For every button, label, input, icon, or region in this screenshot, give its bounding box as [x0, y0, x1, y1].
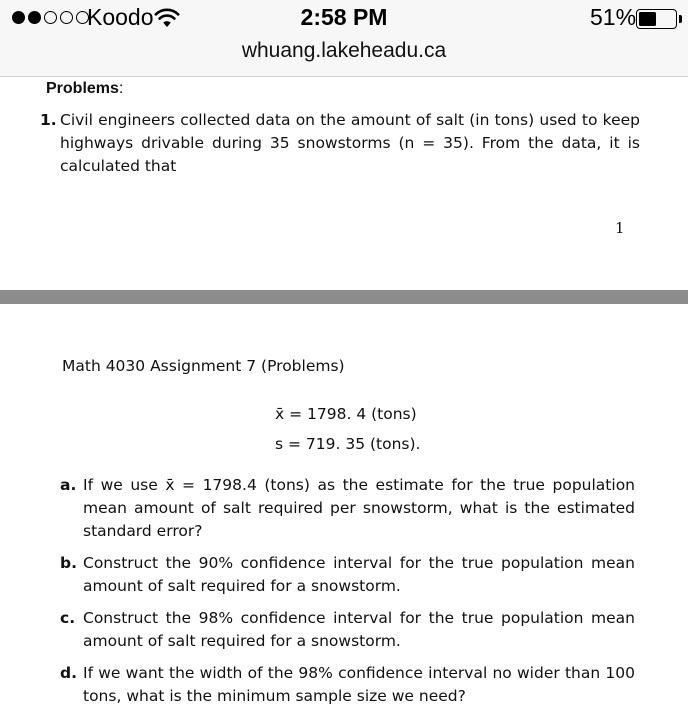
- problems-heading-colon: :: [118, 80, 124, 97]
- battery-cap: [679, 15, 682, 23]
- list-item: [60, 474, 635, 543]
- item-text: If we want the width of the 98% confidence interval no wider than 100 tons, what is the minimum sample size we need?: [83, 664, 635, 705]
- address-bar-url[interactable]: whuang.lakeheadu.ca: [241, 39, 447, 62]
- battery-level: [639, 12, 656, 26]
- document-page-1: [0, 77, 688, 290]
- carrier-name: Koodo: [87, 4, 154, 30]
- problems-heading: [46, 80, 123, 98]
- item-label: b.: [60, 554, 77, 572]
- page-header: Math 4030 Assignment 7 (Problems): [62, 357, 345, 375]
- battery-percent: 51%: [590, 4, 637, 30]
- sub-questions-list: [60, 474, 635, 717]
- equation-std-dev: s = 719. 35 (tons).: [275, 435, 421, 453]
- problem-1: [40, 109, 640, 178]
- browser-top-bar: [0, 0, 688, 77]
- list-item: [60, 607, 635, 653]
- list-item: [60, 552, 635, 598]
- page-divider: [0, 290, 688, 304]
- clock: 2:58 PM: [300, 4, 388, 30]
- problems-heading-text: Problems: [46, 80, 119, 97]
- status-bar: [0, 0, 688, 38]
- battery-icon: [636, 9, 677, 29]
- problem-text: Civil engineers collected data on the amount of salt (in tons) used to keep highways drivable during 35 snowstorms (n = 35). From the data, it is calculated that: [60, 111, 640, 175]
- document-page-2: [0, 304, 688, 705]
- item-text: Construct the 98% confidence interval for the true population mean amount of salt required for a snowstorm.: [83, 609, 635, 650]
- item-text: If we use x̄ = 1798.4 (tons) as the estimate for the true population mean amount of salt required per snowstorm, what is the estimated standard error?: [83, 476, 635, 540]
- list-item: [60, 662, 635, 708]
- item-label: c.: [60, 609, 76, 627]
- page-number: 1: [615, 219, 625, 237]
- problem-number: 1.: [40, 111, 57, 129]
- item-text: Construct the 90% confidence interval for the true population mean amount of salt required for a snowstorm.: [83, 554, 635, 595]
- equation-mean: x̄ = 1798. 4 (tons): [275, 405, 417, 423]
- item-label: d.: [60, 664, 77, 682]
- item-label: a.: [60, 476, 77, 494]
